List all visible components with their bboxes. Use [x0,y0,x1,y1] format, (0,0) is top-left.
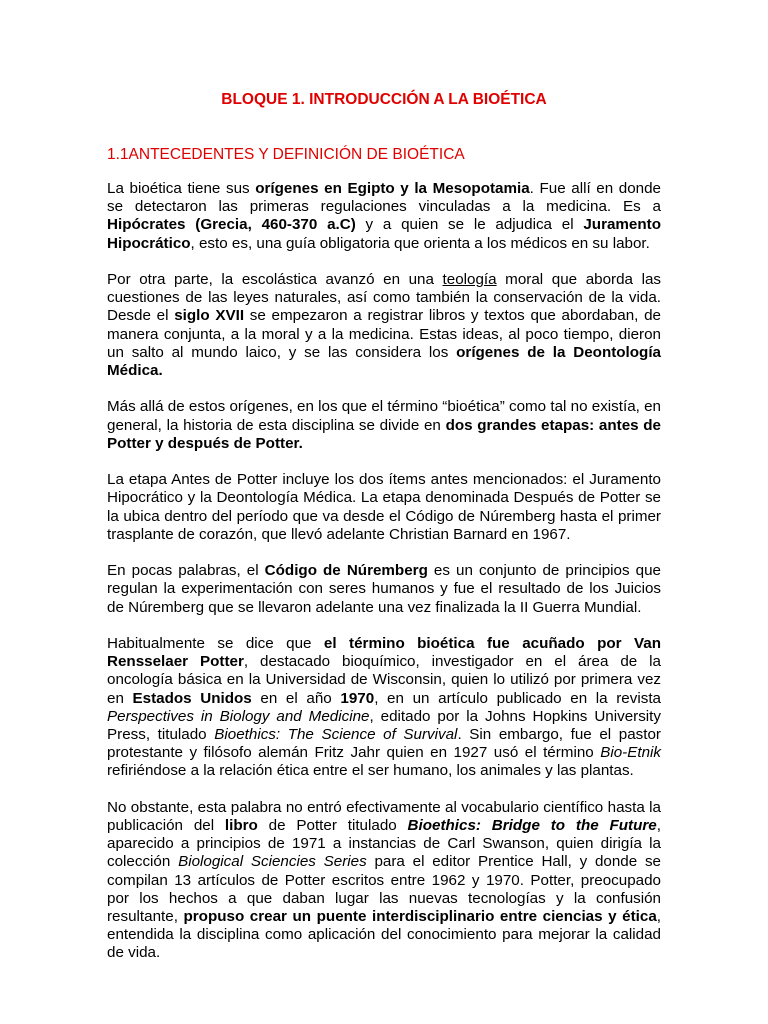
paragraph-origins: La bioética tiene sus orígenes en Egipto y la Mesopotamia. Fue allí en donde se detectaron las primeras regulaciones vinculadas a la medicina. Es a Hipócrates (Grecia, 460-370 a.C) y a quien se le adjudica el Juramento Hipocrático, esto es, una guía obligatoria que orienta a los médicos en su labor. [107,180,661,252]
paragraph-nuremberg: En pocas palabras, el Código de Núremberg es un conjunto de principios que regulan la experimentación con seres humanos y fue el resultado de los Juicios de Núremberg que se llevaron adelante una vez finalizada la II Guerra Mundial. [107,562,661,616]
paragraph-stages: Más allá de estos orígenes, en los que el término “bioética” como tal no existía, en general, la historia de esta disciplina se divide en dos grandes etapas: antes de Potter y después de Potter. [107,398,661,452]
paragraph-potter-term: Habitualmente se dice que el término bioética fue acuñado por Van Rensselaer Potter, destacado bioquímico, investigador en el área de la oncología básica en la Universidad de Wisconsin, quien lo utilizó por primera vez en Estados Unidos en el año 1970, en un artículo publicado en la revista Perspectives in Biology and Medicine, editado por la Johns Hopkins University Press, titulado Bioethics: The Science of Survival. Sin embargo, fue el pastor protestante y filósofo alemán Fritz Jahr quien en 1927 usó el término Bio-Etnik refiriéndose a la relación ética entre el ser humano, los animales y las plantas. [107,635,662,780]
paragraph-scholastic: Por otra parte, la escolástica avanzó en una teología moral que aborda las cuestiones de las leyes naturales, así como también la conservación de la vida. Desde el siglo XVII se empezaron a registrar libros y textos que abordaban, de manera conjunta, a la moral y a la medicina. Estas ideas, al poco tiempo, dieron un salto al mundo laico, y se las considera los orígenes de la Deontología Médica. [107,271,661,380]
section-heading: 1.1ANTECEDENTES Y DEFINICIÓN DE BIOÉTICA [107,146,465,163]
paragraph-before-after-potter: La etapa Antes de Potter incluye los dos ítems antes mencionados: el Juramento Hipocrático y la Deontología Médica. La etapa denominada Después de Potter se la ubica dentro del período que va desde el Código de Núremberg hasta el primer trasplante de corazón, que llevó adelante Christian Barnard en 1967. [107,471,661,543]
paragraph-bridge-to-future: No obstante, esta palabra no entró efectivamente al vocabulario científico hasta la publicación del libro de Potter titulado Bioethics: Bridge to the Future, aparecido a principios de 1971 a instancias de Carl Swanson, quien dirigía la colección Biological Sciencies Series para el editor Prentice Hall, y donde se compilan 13 artículos de Potter escritos entre 1962 y 1970. Potter, preocupado por los hechos a que daban lugar las nuevas tecnologías y la confusión resultante, propuso crear un puente interdisciplinario entre ciencias y ética, entendida la disciplina como aplicación del conocimiento para mejorar la calidad de vida. [107,798,661,962]
page-title: BLOQUE 1. INTRODUCCIÓN A LA BIOÉTICA [221,91,547,108]
teologia-link[interactable]: teología [442,271,497,288]
document-body [107,180,661,981]
